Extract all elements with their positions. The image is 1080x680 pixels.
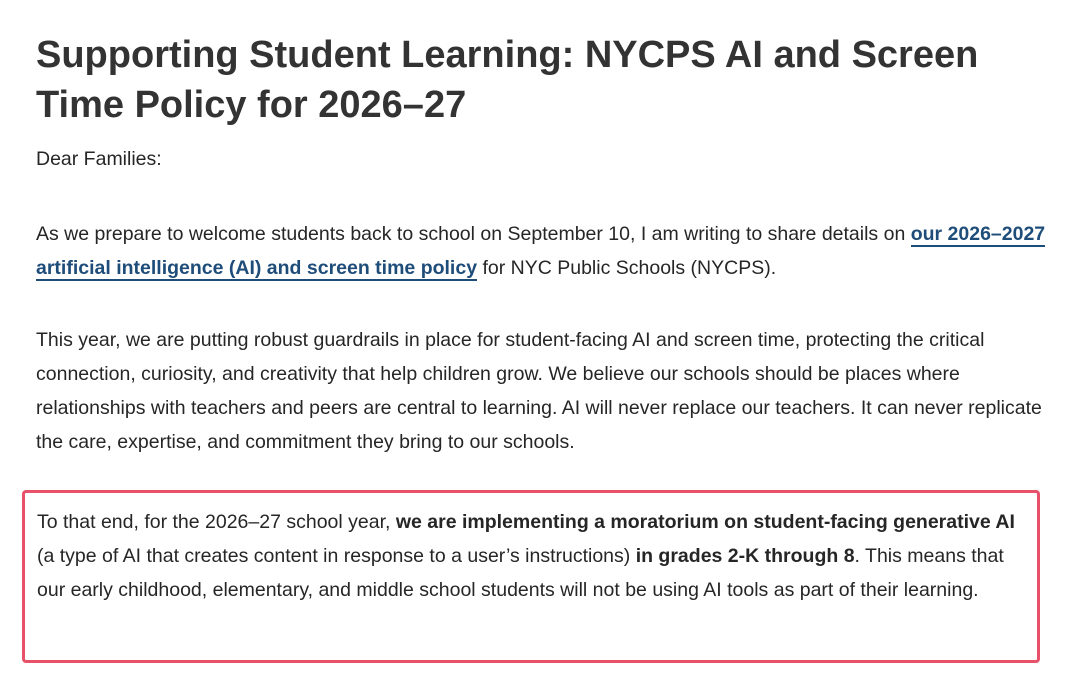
callout-text-2: (a type of AI that creates content in response to a user’s instructions) bbox=[37, 545, 636, 567]
paragraph-guardrails: This year, we are putting robust guardrails in place for student-facing AI and screen time, protecting the critical connection, curiosity, and creativity that help children grow. We believe our schools should be places where relationships with teachers and peers are central to learning. AI will never replace our teachers. It can never replicate the care, expertise, and commitment they bring to our schools. bbox=[36, 329, 1042, 453]
paragraph-intro-text-end: for NYC Public Schools (NYCPS). bbox=[477, 257, 777, 279]
callout-text-1: To that end, for the 2026–27 school year, bbox=[37, 511, 396, 533]
policy-link[interactable]: our 2026–2027 artificial intelligence (AI) and screen time policy bbox=[36, 223, 1046, 279]
callout-bold-moratorium: we are implementing a moratorium on student-facing generative AI bbox=[395, 511, 1015, 533]
page-title: Supporting Student Learning: NYCPS AI and Screen Time Policy for 2026–27 bbox=[36, 34, 979, 126]
callout-paragraph bbox=[37, 505, 1027, 607]
paragraph-intro-text-start: As we prepare to welcome students back to school on September 10, I am writing to share details on bbox=[36, 223, 911, 245]
paragraph-intro bbox=[36, 217, 1056, 285]
callout-text-3: . This means that our early childhood, elementary, and middle school students will not be using AI tools as part of their learning. bbox=[37, 545, 1004, 601]
callout-bold-grades: in grades 2-K through 8 bbox=[635, 545, 855, 567]
highlighted-callout-box bbox=[22, 490, 1040, 663]
salutation: Dear Families: bbox=[36, 148, 162, 170]
